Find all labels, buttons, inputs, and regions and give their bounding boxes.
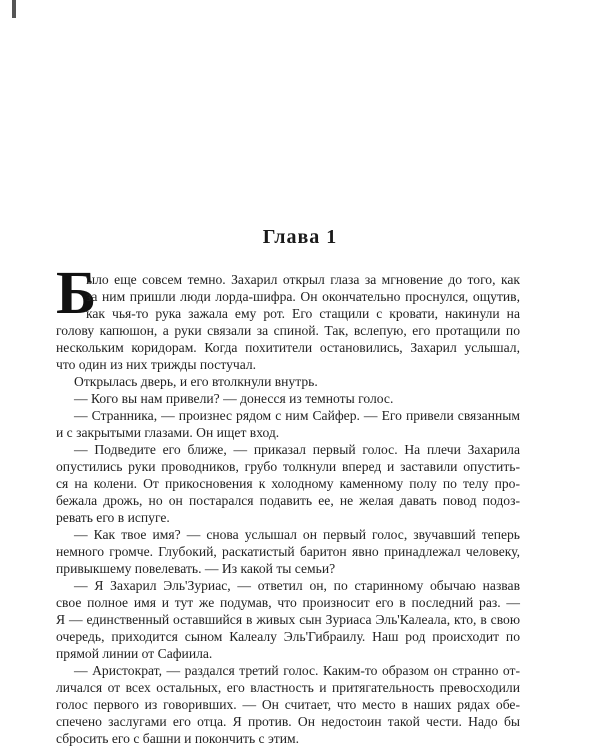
text-line: — Подведите его ближе, — приказал первый голос. На плечи Захарила (74, 442, 520, 457)
text-line: за ним пришли люди лорда-шифра. Он окончательно проснулся, ощутив, (86, 289, 520, 304)
drop-cap: Б (56, 260, 97, 327)
text-line: — Как твое имя? — снова услышал он первый голос, звучавший теперь (74, 527, 520, 542)
text-line: Я — единственный оставшийся в живых сын Зуриаса Эль'Калеала, кто, в свою (56, 612, 520, 627)
text-line: опустились руки проводников, грубо толкнули вперед и заставили опустить- (56, 459, 520, 474)
text-line: и с закрытыми глазами. Он ищет вход. (56, 425, 280, 440)
text-line: ся на колени. От прикосновения к холодному каменному полу по телу про- (56, 476, 520, 491)
text-line: голос первого из говоривших. — Он считает, что место в наших рядах обе- (56, 697, 520, 712)
text-line: бежала дрожь, но он постарался подавить ее, не желая давать повод подоз- (56, 493, 520, 508)
page-edge-mark (12, 0, 16, 18)
text-line: личался от всех остальных, его властность и притягательность превосходили (56, 680, 520, 695)
text-line: немного громче. Глубокий, раскатистый баритон явно принадлежал человеку, (56, 544, 520, 559)
text-line: — Странника, — произнес рядом с ним Сайфер. — Его привели связанным (74, 408, 520, 423)
chapter-title: Глава 1 (262, 226, 338, 248)
text-line: сбросить его с башни и покончить с этим. (56, 731, 300, 746)
text-line: ревать его в испуге. (56, 510, 170, 525)
text-line: как чья-то рука зажала ему рот. Его стащили с кровати, накинули на (86, 306, 520, 321)
text-line: ыло еще совсем темно. Захарил открыл глаза за мгновение до того, как (86, 272, 520, 287)
text-line: привыкшему повелевать. — Из какой ты семьи? (56, 561, 336, 576)
text-line: нескольким коридорам. Когда похитители остановились, Захарил услышал, (56, 340, 520, 355)
text-line: спечено заслугами его отца. Я против. Он недостоин такой чести. Надо бы (56, 714, 520, 729)
text-line: Открылась дверь, и его втолкнули внутрь. (74, 374, 318, 389)
text-line: голову капюшон, а руки связали за спиной. Так, вслепую, его протащили по (56, 323, 520, 338)
text-line: прямой линии от Сафиила. (56, 646, 213, 661)
text-line: очередь, приходится сыном Калеалу Эль'Гибраилу. Наш род происходит по (56, 629, 520, 644)
text-line: — Аристократ, — раздался третий голос. Каким-то образом он странно от- (74, 663, 520, 678)
text-line: — Кого вы нам привели? — донесся из темноты голос. (74, 391, 394, 406)
text-line: что один из них трижды постучал. (56, 357, 257, 372)
text-line: свое полное имя и тут же подумав, что произносит его в последний раз. — (56, 595, 520, 610)
text-line: — Я Захарил Эль'Зуриас, — ответил он, по старинному обычаю назвав (74, 578, 520, 593)
